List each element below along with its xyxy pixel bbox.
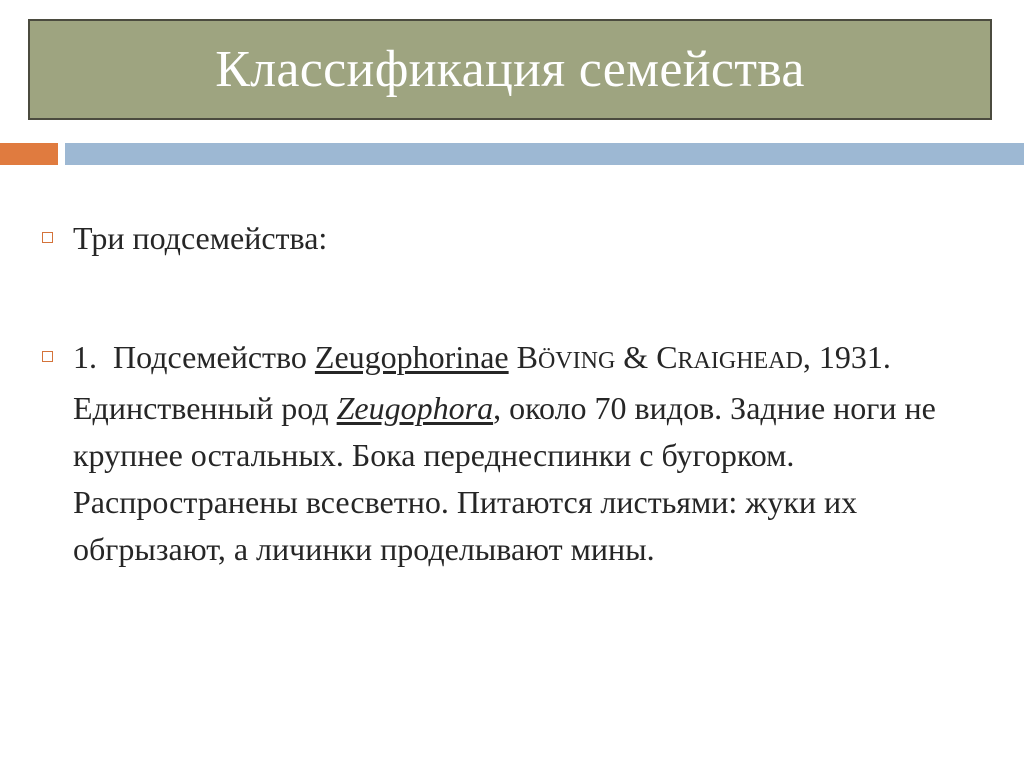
- divider-bar: [65, 143, 1024, 165]
- author-initial: B: [516, 339, 538, 375]
- author-name: RAIGHEAD: [677, 348, 803, 374]
- slide-body: [40, 215, 990, 573]
- author-name: ÖVING: [537, 348, 616, 374]
- year-text: , 1931. Единственный род: [73, 339, 891, 426]
- bullet-text: Три подсемейства:: [73, 220, 328, 256]
- bullet-item: [40, 215, 990, 262]
- genus-name: Zeugophora: [336, 390, 494, 426]
- author-initial: C: [656, 339, 678, 375]
- square-bullet-icon: [42, 232, 53, 243]
- bullet-item: [40, 334, 990, 573]
- bullet-label: Подсемейство: [113, 339, 307, 375]
- bullet-description: , около 70 видов. Задние ноги не крупнее остальных. Бока переднеспинки с бугорком. Распространены всесветно. Питаются листьями: жуки их обгрызают, а личинки проделывают мины.: [73, 390, 936, 567]
- taxon-name: Zeugophorinae: [314, 339, 509, 375]
- bullet-number: 1.: [73, 339, 97, 375]
- slide-title: Классификация семейства: [215, 41, 805, 98]
- ampersand: &: [623, 339, 649, 375]
- accent-bar: [0, 143, 58, 165]
- square-bullet-icon: [42, 351, 53, 362]
- title-banner: [28, 19, 992, 120]
